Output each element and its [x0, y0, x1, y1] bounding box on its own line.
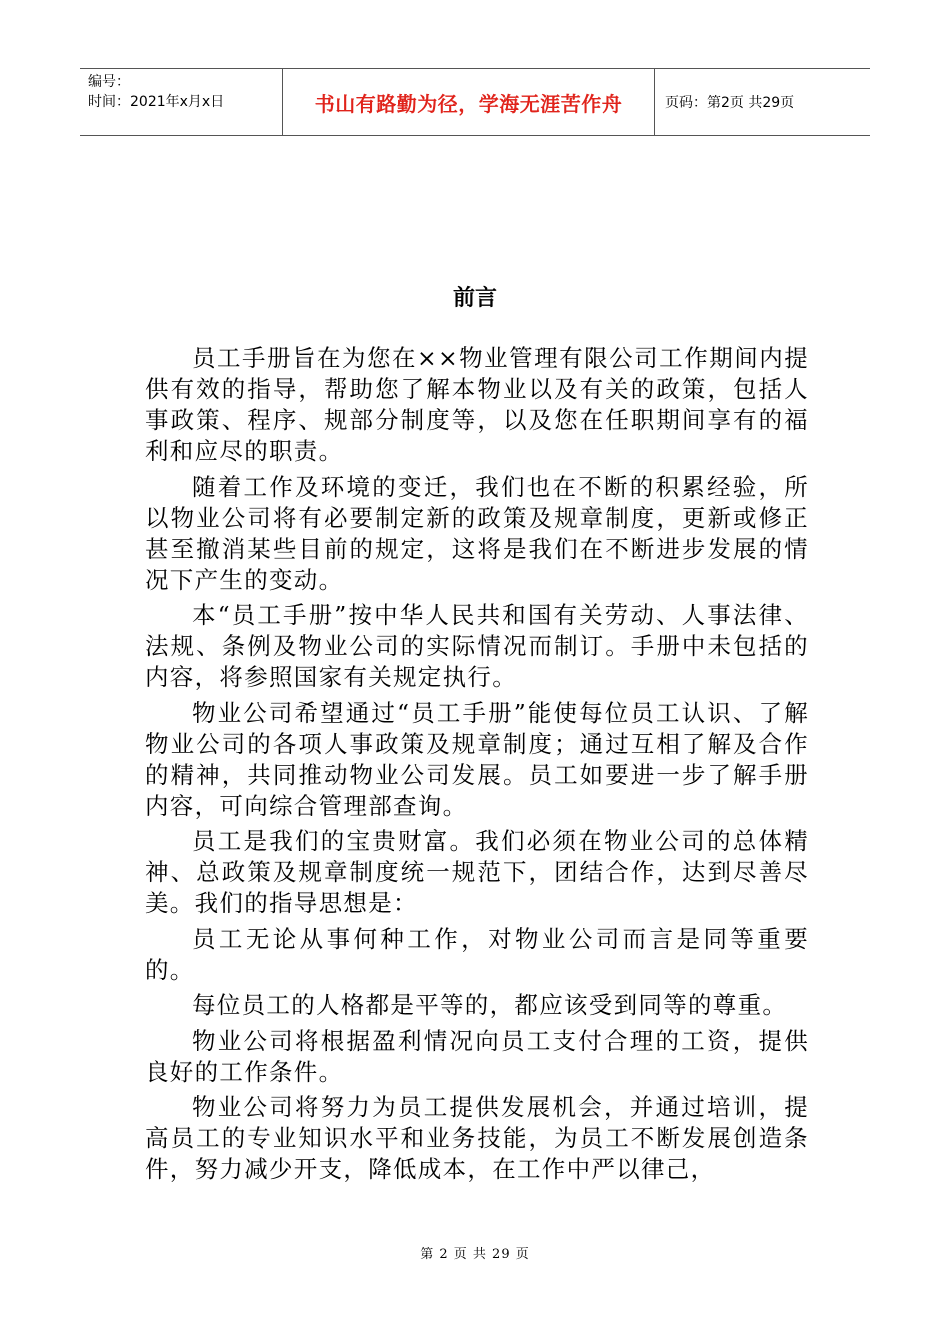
- page-footer: 第 2 页 共 29 页: [420, 1247, 530, 1262]
- header-page-cell: [655, 69, 870, 135]
- body-paragraph: 物业公司将根据盈利情况向员工支付合理的工资，提供良好的工作条件。: [145, 1026, 809, 1086]
- body-paragraph: 每位员工的人格都是平等的，都应该受到同等的尊重。: [192, 991, 788, 1019]
- header-page-info: 页码：第2页 共29页: [665, 95, 795, 111]
- header-motto-cell: [283, 69, 655, 135]
- header-motto: 书山有路勤为径，学海无涯苦作舟: [314, 91, 623, 116]
- body-paragraph: 物业公司希望通过“员工手册”能使每位员工认识、了解物业公司的各项人事政策及规章制度；通过互相了解及合作的精神，共同推动物业公司发展。员工如要进一步了解手册内容，可向综合管理部查询。: [145, 698, 809, 820]
- body-paragraph: 员工手册旨在为您在××物业管理有限公司工作期间内提供有效的指导，帮助您了解本物业以及有关的政策，包括人事政策、程序、规部分制度等，以及您在任职期间享有的福利和应尽的职责。: [145, 344, 809, 465]
- document-date-label: 时间：2021年x月x日: [88, 94, 225, 110]
- document-header: [80, 68, 870, 136]
- document-body: [145, 343, 809, 1190]
- body-paragraph: 员工是我们的宝贵财富。我们必须在物业公司的总体精神、总政策及规章制度统一规范下，团结合作，达到尽善尽美。我们的指导思想是：: [145, 827, 809, 917]
- body-paragraph: 随着工作及环境的变迁，我们也在不断的积累经验，所以物业公司将有必要制定新的政策及规章制度，更新或修正甚至撤消某些目前的规定，这将是我们在不断进步发展的情况下产生的变动。: [145, 472, 809, 594]
- document-number-label: 编号：: [88, 74, 130, 90]
- body-paragraph: 物业公司将努力为员工提供发展机会，并通过培训，提高员工的专业知识水平和业务技能，为员工不断发展创造条件，努力减少开支，降低成本，在工作中严以律己，: [145, 1093, 809, 1183]
- page-title: 前言: [452, 286, 497, 311]
- body-paragraph: 本“员工手册”按中华人民共和国有关劳动、人事法律、法规、条例及物业公司的实际情况而制订。手册中未包括的内容，将参照国家有关规定执行。: [145, 601, 809, 691]
- header-meta-cell: [80, 69, 283, 135]
- body-paragraph: 员工无论从事何种工作，对物业公司而言是同等重要的。: [145, 924, 809, 984]
